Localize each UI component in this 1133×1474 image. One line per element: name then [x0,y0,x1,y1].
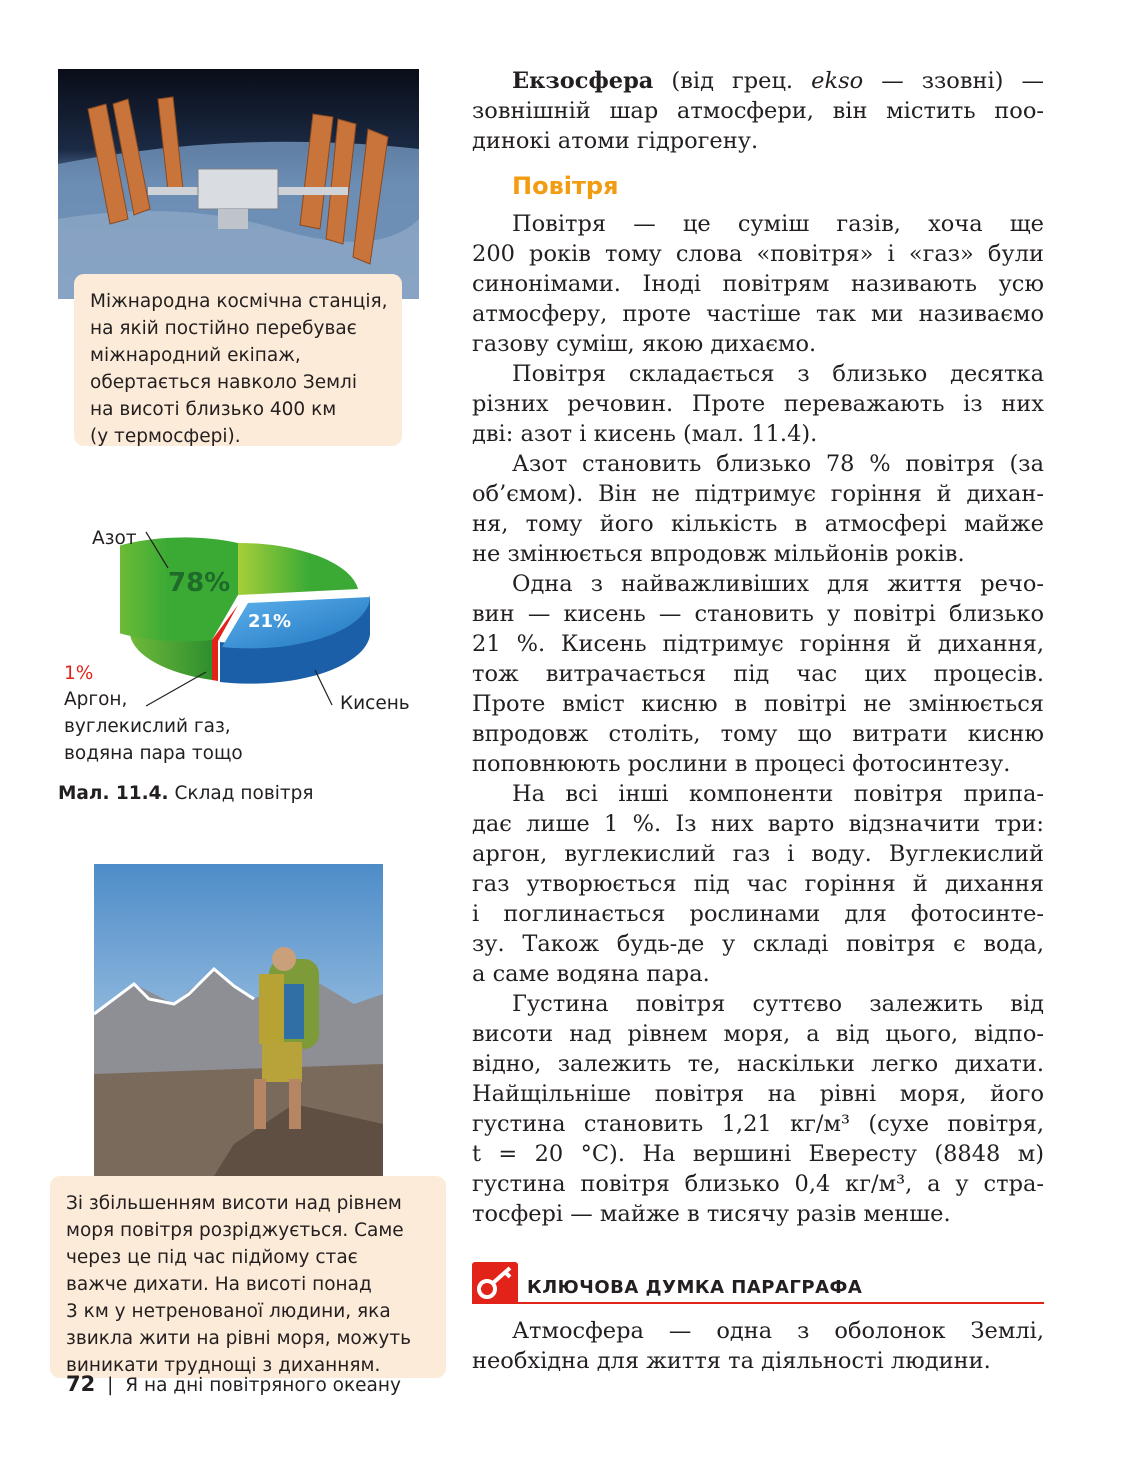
exosphere-term: Екзосфера [512,68,654,94]
text-line: Повітря — це суміш газів, хоча ще [512,211,1044,237]
text-line: а саме водяна пара. [472,961,710,987]
altitude-caption-line: Зі збільшенням висоти над рівнем [66,1193,402,1214]
figure-number: Мал. 11.4. [58,783,169,804]
text-line: висоти над рівнем моря, а від цього, відпо- [472,1021,1044,1047]
other-gases-line: водяна пара тощо [64,743,243,764]
station-caption-line: на якій постійно перебуває [90,318,357,339]
azot-label: Азот [92,528,137,549]
pie-label-78: 78% [168,568,231,598]
text-line: ня, тому його кількість в атмосфері майже [472,511,1044,537]
text-line: На всі інші компоненти повітря припа- [512,781,1044,807]
kysen-label: Кисень [340,693,410,714]
text-line: густина повітря близько 0,4 кг/м³, а у стра- [472,1171,1044,1197]
station-caption [74,274,402,446]
pie-chart-svg [120,535,380,695]
text-line: тож витрачається під час цих процесів. [472,661,1044,687]
text-line: Одна з найважливіших для життя рeчо- [512,571,1044,597]
text-line: поповнюють рослини в процесі фотосинтезу. [472,751,1011,777]
text-line: густина становить 1,21 кг/м³ (сухе повітря, [472,1111,1044,1137]
station-caption-line: обертається навколо Землі [90,372,357,393]
greek-word: ekso [811,68,864,94]
key-icon-glyph [472,1262,518,1304]
station-caption-line: (у термосфері). [90,426,241,447]
text-fragment: (від грец. [653,68,812,94]
other-gases-line: вуглекислий газ, [64,716,231,737]
air-composition-chart [120,535,380,695]
text-line: Густина повітря суттєво залежить від [512,991,1044,1017]
hiker-photo [94,864,383,1176]
text-line: Найщільніше повітря на рівні моря, його [472,1081,1044,1107]
footer-separator: | [107,1375,114,1396]
page-footer [66,1372,401,1396]
text-line: синонімами. Іноді повітрям називають усю [472,271,1044,297]
figure-caption [58,783,314,804]
key-idea-rule [472,1302,1044,1304]
chapter-title: Я на дні повітряного океану [125,1375,401,1396]
altitude-caption-line: через це під час підйому стає [66,1247,358,1268]
text-line: динокі атоми гідрогену. [472,128,759,154]
text-line: необхідна для життя та діяльності людини. [472,1348,991,1374]
text-line: аргон, вуглекислий газ і воду. Вуглекислий [472,841,1044,867]
page-number: 72 [66,1372,96,1396]
text-line: 21 %. Кисень підтримує горіння й дихання, [472,631,1044,657]
station-caption-line: Міжнародна космічна станція, [90,291,388,312]
text-line: об’ємом). Він не підтримує горіння й дихан- [472,481,1044,507]
altitude-caption [50,1176,446,1378]
space-station-photo [58,69,419,299]
text-line: дві: азот і кисень (мал. 11.4). [472,421,818,447]
altitude-caption-line: моря повітря розріджується. Саме [66,1220,404,1241]
key-idea-text [472,1316,1044,1376]
text-line: дає лише 1 %. Із них варто відзначити три: [472,811,1044,837]
text-line: Повітря складається з близько десятка [512,361,1044,387]
mountain-hiker-illustration [94,864,383,1176]
key-idea-title: КЛЮЧОВА ДУМКА ПАРАГРАФА [527,1277,863,1298]
key-icon [472,1262,518,1304]
text-line: різних речовин. Проте переважають із них [472,391,1044,417]
altitude-caption-line: звикла жити на рівні моря, можуть [66,1328,412,1349]
text-line: відно, залежить те, наскільки легко дихати. [472,1051,1044,1077]
text-line: тосфері — майже в тисячу разів менше. [472,1201,951,1227]
text-line: Азот становить близько 78 % повітря (за [512,451,1044,477]
text-line: 200 років тому слова «повітря» і «газ» були [472,241,1044,267]
text-fragment: — ззовні) — [863,68,1044,94]
text-line: впродовж століть, тому що витрати кисню [472,721,1044,747]
text-line: газ утворюється під час горіння й дихання [472,871,1044,897]
text-line: зовнішній шар атмосфери, він містить поо- [472,98,1044,124]
body-text [472,209,1044,1229]
figure-title: Склад повітря [174,783,314,804]
other-percent-label: 1% [64,663,94,684]
text-line: Проте вміст кисню в повітрі не змінюється [472,691,1044,717]
text-line: t = 20 °C). На вершині Евересту (8848 м) [472,1141,1044,1167]
text-line: не змінюється впродовж мільйонів років. [472,541,965,567]
text-line [472,66,1044,96]
text-line: і поглинається рослинами для фотосинте- [472,901,1044,927]
altitude-caption-line: 3 км у нетренованої людини, яка [66,1301,391,1322]
exosphere-paragraph [472,66,1044,156]
other-gases-label [64,686,243,767]
altitude-caption-line: важче дихати. На висоті понад [66,1274,372,1295]
section-heading: Повітря [512,172,619,200]
pie-label-21: 21% [248,611,292,632]
space-station-illustration [58,69,419,299]
text-line: газову суміш, якою дихаємо. [472,331,817,357]
text-line: зу. Також будь-де у складі повітря є вода, [472,931,1044,957]
text-line: вин — кисень — становить у повітрі близько [472,601,1044,627]
other-gases-line: Аргон, [64,689,128,710]
text-line: атмосферу, проте частіше так ми називаємо [472,301,1044,327]
station-caption-line: на висоті близько 400 км [90,399,337,420]
station-caption-line: міжнародний екіпаж, [90,345,301,366]
altitude-caption-line: виникати труднощі з диханням. [66,1355,381,1376]
text-line: Атмосфера — одна з оболонок Землі, [512,1318,1044,1344]
